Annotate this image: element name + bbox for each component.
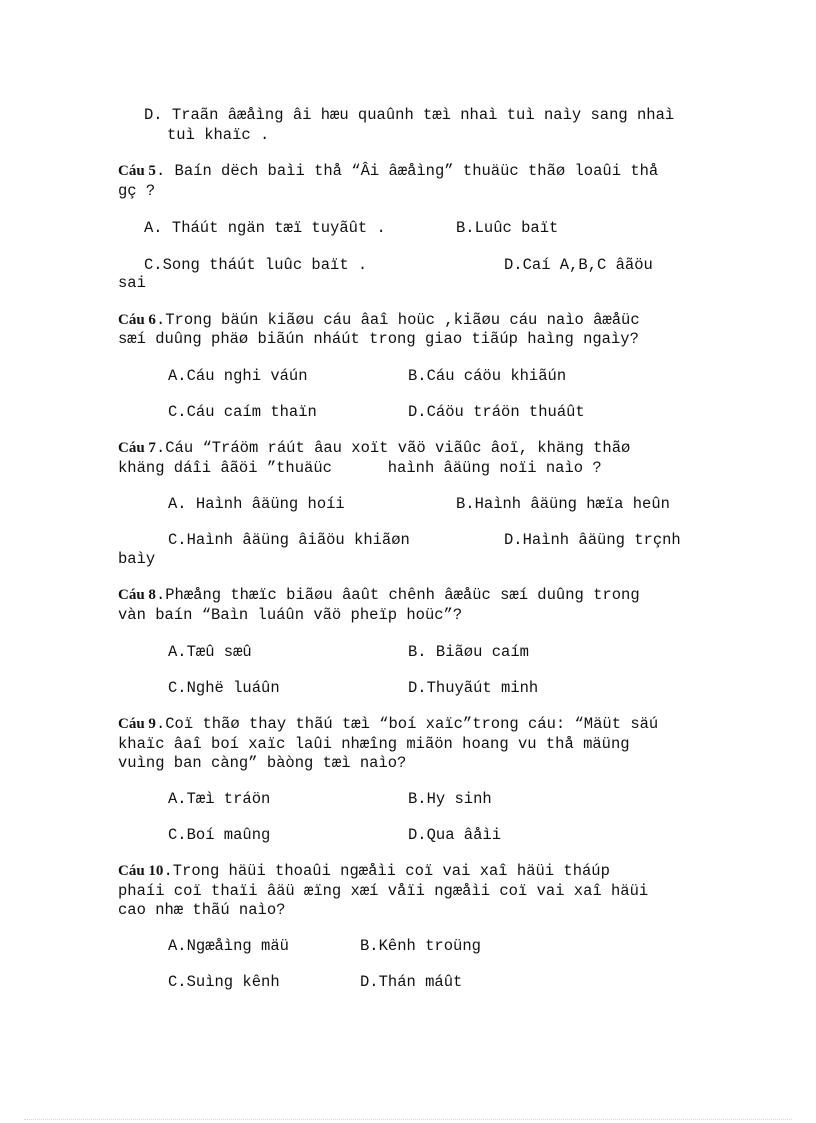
q6-text-cont: sæí duûng phäø biãún nháút trong giao tiãúp haìng ngaìy? bbox=[118, 330, 639, 348]
q9-text-cont-1: khaïc âaî boí xaïc laûi nhæîng miãön hoang vu thå mäüng bbox=[118, 735, 630, 753]
q5-option-d: D.Caí A,B,C âãöu bbox=[504, 256, 653, 274]
q8-option-c: C.Nghë luáûn bbox=[168, 679, 280, 697]
q10-text-cont-1: phaíi coï thaïi âäü æïng xæí våïi ngæåìi coï vai xaî häüi bbox=[118, 882, 649, 900]
q7-option-d-cont: baìy bbox=[118, 550, 156, 568]
q5-label: Cáu 5 bbox=[118, 163, 156, 179]
q10-option-c: C.Suìng kênh bbox=[168, 973, 280, 991]
q8-question bbox=[118, 585, 640, 605]
q8-label: Cáu 8 bbox=[118, 587, 156, 603]
q9-text-cont-2: vuìng ban càng” bàòng tæì naìo? bbox=[118, 754, 407, 772]
q9-option-a: A.Tæì tráön bbox=[168, 790, 271, 808]
q5-option-b: B.Luûc baït bbox=[456, 219, 559, 237]
q5-text: . Baín dëch baìi thå “Âi âæåìng” thuäüc thãø loaûi thå bbox=[155, 162, 659, 180]
q7-option-b: B.Haình âäüng hæïa heûn bbox=[456, 495, 670, 513]
q5-text-cont: gç ? bbox=[118, 182, 156, 200]
q7-text-cont: khäng dáîi âãöi ”thuäüc haình âäüng noïi naìo ? bbox=[118, 459, 602, 477]
q7-option-c: C.Haình âäüng âiãöu khiãøn bbox=[168, 531, 410, 549]
q8-text-cont: vàn baín “Baìn luáûn vãö pheïp hoüc”? bbox=[118, 606, 463, 624]
q6-option-d: D.Cáöu tráön thuáût bbox=[408, 403, 585, 421]
q8-option-a: A.Tæû sæû bbox=[168, 643, 252, 661]
q9-question bbox=[118, 714, 658, 734]
q10-option-d: D.Thán máût bbox=[360, 973, 463, 991]
q9-text: .Coï thãø thay thãú tæì “boí xaïc”trong cáu: “Mäüt säú bbox=[155, 715, 659, 733]
q9-label: Cáu 9 bbox=[118, 716, 156, 732]
q10-text: .Trong häüi thoaûi ngæåìi coï vai xaî häüi tháúp bbox=[163, 862, 610, 880]
q5-question bbox=[118, 161, 658, 181]
q4-option-d-cont: tuì khaïc . bbox=[167, 126, 270, 144]
q6-option-c: C.Cáu caím thaïn bbox=[168, 403, 317, 421]
q7-text: .Cáu “Tráöm ráút âau xoït vãö viãûc âoï, khäng thãø bbox=[155, 439, 631, 457]
q6-label: Cáu 6 bbox=[118, 312, 156, 328]
page-bottom-border bbox=[24, 1119, 792, 1120]
q5-option-a: A. Tháút ngän tæï tuyãût . bbox=[144, 219, 386, 237]
q10-option-a: A.Ngæåìng mäü bbox=[168, 937, 289, 955]
q5-option-c: C.Song tháút luûc baït . bbox=[144, 256, 368, 274]
q6-question bbox=[118, 310, 640, 330]
q8-option-b: B. Biãøu caím bbox=[408, 643, 529, 661]
q10-label: Cáu 10 bbox=[118, 863, 164, 879]
q10-option-b: B.Kênh troüng bbox=[360, 937, 481, 955]
q9-option-b: B.Hy sinh bbox=[408, 790, 492, 808]
q7-option-a: A. Haình âäüng hoíi bbox=[168, 495, 345, 513]
q10-text-cont-2: cao nhæ thãú naìo? bbox=[118, 901, 286, 919]
q10-question bbox=[118, 861, 610, 881]
q4-option-d: D. Traãn âæåìng âi hæu quaûnh tæì nhaì tuì naìy sang nhaì bbox=[144, 106, 675, 124]
q6-option-a: A.Cáu nghi váún bbox=[168, 367, 308, 385]
q6-text: .Trong bäún kiãøu cáu âaî hoüc ,kiãøu cáu naìo âæåüc bbox=[155, 311, 640, 329]
q8-option-d: D.Thuyãút minh bbox=[408, 679, 539, 697]
q7-label: Cáu 7 bbox=[118, 440, 156, 456]
q9-option-c: C.Boí maûng bbox=[168, 826, 271, 844]
q5-option-d-cont: sai bbox=[118, 274, 146, 292]
q6-option-b: B.Cáu cáöu khiãún bbox=[408, 367, 567, 385]
q7-option-d: D.Haình âäüng trçnh bbox=[504, 531, 681, 549]
q8-text: .Phæång thæïc biãøu âaût chênh âæåüc sæí duûng trong bbox=[155, 586, 640, 604]
q9-option-d: D.Qua âåìi bbox=[408, 826, 502, 844]
q7-question bbox=[118, 438, 630, 458]
